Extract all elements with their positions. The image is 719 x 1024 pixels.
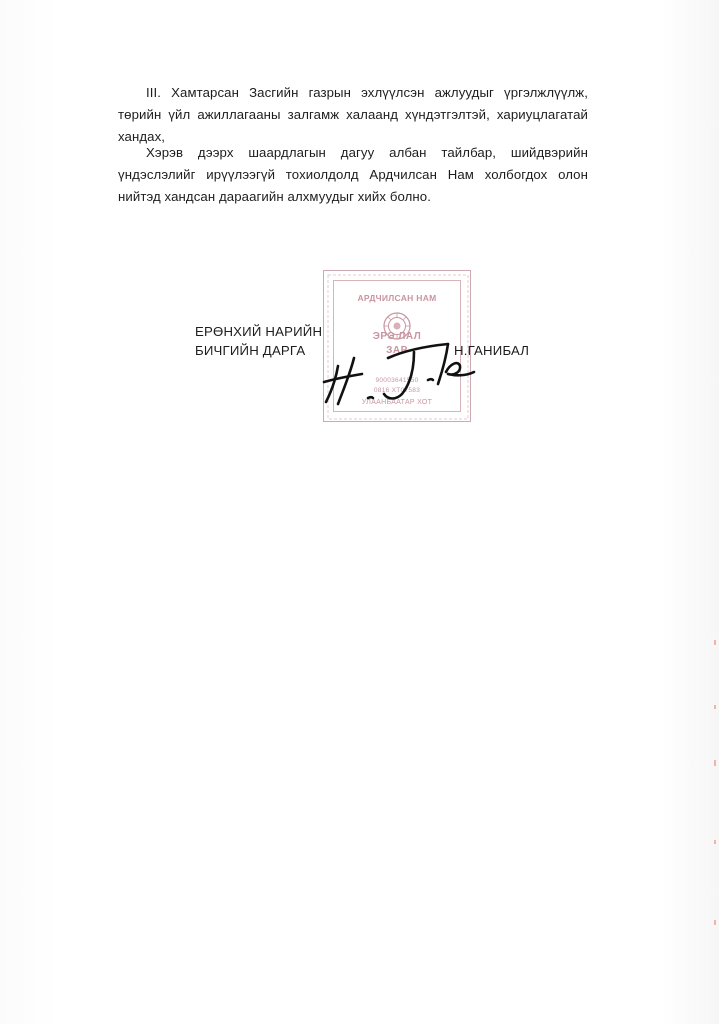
paragraph-3: III. Хамтарсан Засгийн газрын эхлүүлсэн ажлуудыг үргэлжлүүлж, төрийн үйл ажиллагааны залгамж халаанд хүндэтгэлтэй, хариуцлагатай хандах, — [118, 85, 588, 144]
stamp-party-name: АРДЧИЛСАН НАМ — [357, 293, 437, 303]
scan-edge-mark — [714, 920, 716, 925]
stamp-registration-2: 0816 ХТ07583 — [373, 387, 421, 394]
stamp-text-line-2: ЗАР — [386, 345, 408, 356]
stamp-registration-1: 90003641550 — [375, 377, 419, 384]
stamp-text-line-1: ЭРЭ ЛАЛ — [372, 331, 422, 342]
signatory-title — [195, 322, 322, 360]
signatory-name: Н.ГАНИБАЛ — [454, 343, 530, 358]
scan-edge-mark — [714, 640, 716, 645]
signatory-title-line-2: БИЧГИЙН ДАРГА — [195, 343, 306, 358]
signatory-title-line-1: ЕРӨНХИЙ НАРИЙН — [195, 324, 323, 339]
scan-edge-mark — [714, 840, 716, 844]
paragraph-conclusion: Хэрэв дээрх шаардлагын дагуу албан тайлбар, шийдвэрийн үндэслэлийг ирүүлээгүй тохиолдолд Ардчилсан Нам холбогдох олон нийтэд хандсан дараагийн алхмуудыг хийх болно. — [118, 145, 588, 204]
scan-edge-mark — [714, 760, 716, 766]
handwritten-signature-icon — [310, 318, 495, 408]
stamp-city: УЛААНБААТАР ХОТ — [361, 399, 433, 406]
scan-edge-mark — [714, 705, 716, 709]
